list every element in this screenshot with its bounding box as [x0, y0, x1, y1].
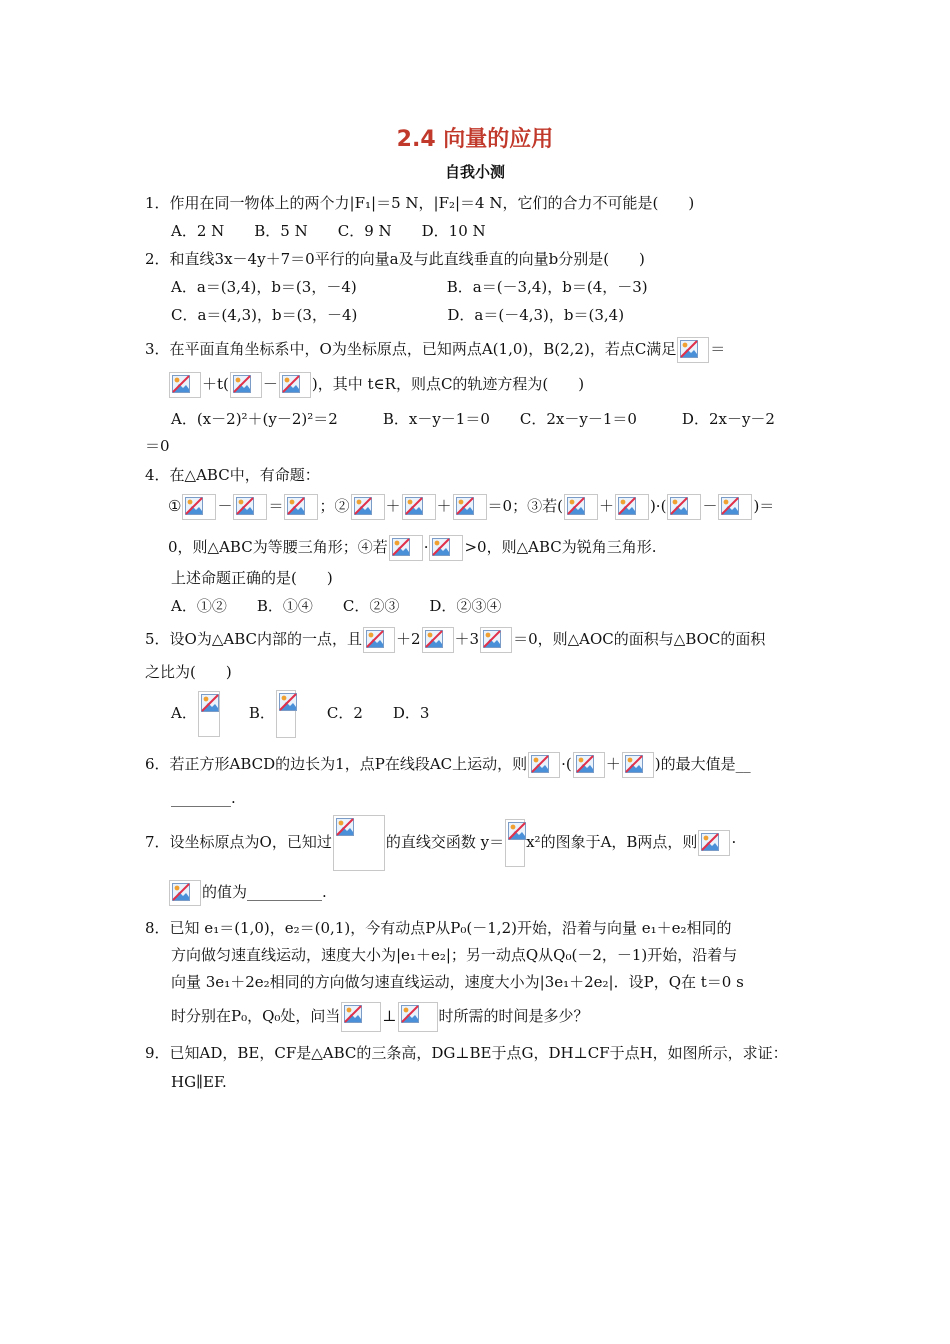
formula-image-icon	[528, 752, 560, 778]
q4-options: A．①② B．①④ C．②③ D．②③④	[171, 597, 502, 615]
q8-line1: 8．已知 e₁＝(1,0)，e₂＝(0,1)，今有动点P从P₀(－1,2)开始，沿着与向量 e₁＋e₂相同的	[145, 919, 732, 937]
q8-line2: 方向做匀速直线运动，速度大小为|e₁＋e₂|；另一动点Q从Q₀(－2，－1)开始，沿着与	[171, 946, 738, 964]
q4-text: ＝0；③若(	[487, 497, 563, 515]
formula-image-icon	[284, 494, 318, 520]
formula-image-icon	[677, 337, 709, 363]
q5-text: 5．设O为△ABC内部的一点，且	[145, 630, 362, 648]
q5-text: ＝0，则△AOC的面积与△BOC的面积	[513, 630, 766, 648]
section-subtitle: 自我小测	[444, 163, 505, 181]
q3-text: 3．在平面直角坐标系中，O为坐标原点，已知两点A(1,0)，B(2,2)，若点C满足	[145, 340, 677, 358]
formula-image-icon	[182, 494, 216, 520]
formula-image-icon	[429, 535, 463, 561]
formula-image-icon	[622, 752, 654, 778]
q3-line2	[168, 372, 584, 398]
q5-option-b: B．	[248, 704, 275, 722]
formula-image-icon	[333, 815, 385, 871]
q7-text: 的值为__________.	[202, 883, 327, 901]
q7-text: ·	[731, 833, 737, 851]
q6-text: 6．若正方形ABCD的边长为1，点P在线段AC上运动，则	[145, 755, 528, 773]
q3-text: －	[262, 375, 278, 393]
q4-stem: 4．在△ABC中，有命题：	[145, 466, 320, 484]
q2-options-ab: A．a＝(3,4)，b＝(3，－4) B．a＝(－3,4)，b＝(4，－3)	[171, 278, 648, 296]
q4-text: ；②	[319, 497, 350, 515]
q3-line1	[145, 337, 725, 363]
q8-text: 时所需的时间是多少？	[438, 1007, 589, 1025]
q4-line2	[168, 494, 774, 520]
q4-line4: 上述命题正确的是( )	[171, 569, 333, 587]
formula-image-icon	[230, 372, 262, 398]
formula-image-icon	[573, 752, 605, 778]
q3-text: )，其中 t∈R，则点C的轨迹方程为( )	[311, 375, 585, 393]
q1-stem: 1．作用在同一物体上的两个力|F₁|＝5 N，|F₂|＝4 N，它们的合力不可能是( )	[145, 194, 695, 212]
formula-image-icon	[363, 627, 395, 653]
q8-text: 时分别在P₀，Q₀处，问当	[171, 1007, 341, 1025]
q5-option-a: A．	[171, 704, 197, 722]
q5-line2: 之比为( )	[145, 663, 232, 681]
q8-text: ⊥	[382, 1007, 397, 1025]
formula-image-icon	[402, 494, 436, 520]
q7-text: x²的图象于A，B两点，则	[526, 833, 698, 851]
q9-line2: HG∥EF.	[171, 1073, 227, 1091]
q5-text: ＋3	[454, 630, 480, 648]
q4-text: )＝	[753, 497, 775, 515]
q4-text: ＝	[268, 497, 284, 515]
formula-image-icon	[453, 494, 487, 520]
q5-line1	[145, 627, 765, 653]
fraction-image-icon	[276, 690, 296, 738]
q6-text: )的最大值是__	[654, 755, 751, 773]
formula-image-icon	[233, 494, 267, 520]
q4-text: ＋	[385, 497, 401, 515]
formula-image-icon	[169, 372, 201, 398]
formula-image-icon	[480, 627, 512, 653]
page-title: 2.4 向量的应用	[396, 127, 554, 152]
q8-line4	[171, 1002, 589, 1032]
q4-text: －	[217, 497, 233, 515]
q8-line3: 向量 3e₁＋2e₂相同的方向做匀速直线运动，速度大小为|3e₁＋2e₂|．设P，Q在 t＝0 s	[171, 973, 744, 991]
q7-line1	[145, 815, 736, 871]
formula-image-icon	[279, 372, 311, 398]
q4-text: ＋	[598, 497, 614, 515]
q4-text: 0，则△ABC为等腰三角形；④若	[168, 538, 388, 556]
q3-text: ＝	[710, 340, 726, 358]
q5-text: ＋2	[396, 630, 421, 648]
q7-text: 7．设坐标原点为O，已知过	[145, 833, 332, 851]
q9-line1: 9．已知AD，BE，CF是△ABC的三条高，DG⊥BE于点G，DH⊥CF于点H，如图所示，求证：	[145, 1044, 788, 1062]
formula-image-icon	[718, 494, 752, 520]
formula-image-icon	[341, 1002, 381, 1032]
q4-text: )·(	[649, 497, 667, 515]
q6-line2: ________.	[171, 789, 236, 807]
formula-image-icon	[667, 494, 701, 520]
q7-text: 的直线交函数 y＝	[385, 833, 505, 851]
formula-image-icon	[564, 494, 598, 520]
q3-options-cont: ＝0	[145, 437, 170, 455]
q6-text: ＋	[605, 755, 621, 773]
formula-image-icon	[698, 830, 730, 856]
fraction-image-icon	[198, 691, 220, 737]
q4-text: ·	[423, 538, 429, 556]
q4-text: －	[702, 497, 718, 515]
formula-image-icon	[169, 880, 201, 906]
formula-image-icon	[351, 494, 385, 520]
formula-image-icon	[422, 627, 454, 653]
q1-options: A．2 N B．5 N C．9 N D．10 N	[171, 222, 486, 240]
q5-options	[171, 690, 429, 738]
q6-text: ·(	[561, 755, 572, 773]
formula-image-icon	[615, 494, 649, 520]
q4-text: ①	[168, 497, 182, 515]
q5-options-cd: C．2 D．3	[326, 704, 430, 722]
q2-stem: 2．和直线3x－4y＋7＝0平行的向量a及与此直线垂直的向量b分别是( )	[145, 250, 645, 268]
q3-options: A．(x－2)²＋(y－2)²＝2 B．x－y－1＝0 C．2x－y－1＝0 D．2x－y－2	[171, 410, 775, 428]
q2-options-cd: C．a＝(4,3)，b＝(3，－4) D．a＝(－4,3)，b＝(3,4)	[171, 306, 625, 324]
q7-line2	[168, 880, 327, 906]
q3-text: ＋t(	[202, 375, 229, 393]
q4-line3	[168, 535, 657, 561]
formula-image-icon	[398, 1002, 438, 1032]
q6-line1	[145, 752, 751, 778]
q4-text: ＋	[436, 497, 452, 515]
q4-text: >0，则△ABC为锐角三角形.	[464, 538, 657, 556]
formula-image-icon	[389, 535, 423, 561]
fraction-image-icon	[505, 819, 525, 867]
